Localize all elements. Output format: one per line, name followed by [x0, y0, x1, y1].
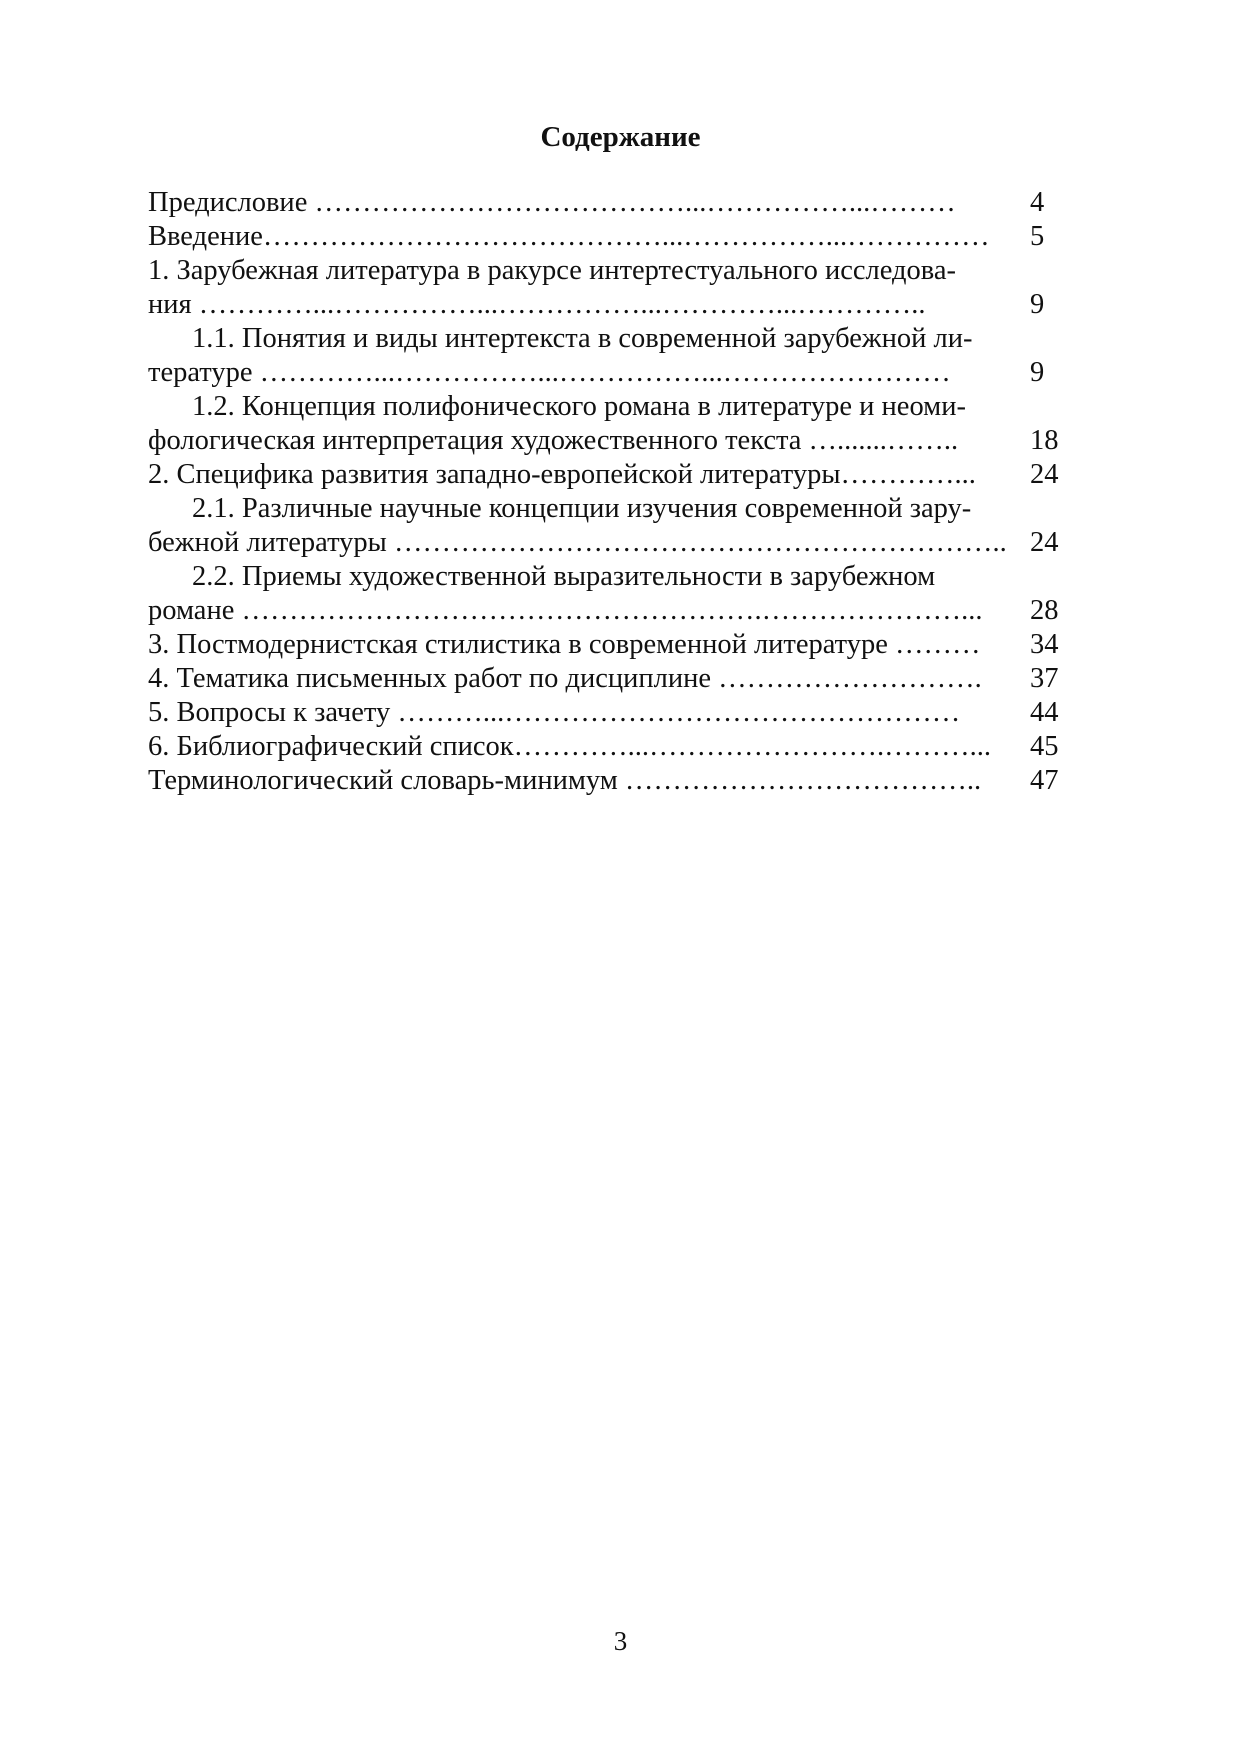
- toc-entry-title-line1: 1. Зарубежная литература в ракурсе интертестуального исследова-: [148, 255, 956, 286]
- toc-entry-title-line2: тературе …………...……………...……………...……………………: [148, 357, 951, 388]
- toc-entry-title: Предисловие …………………………………...……………...………: [148, 187, 956, 218]
- footer-page-number: 3: [613, 1626, 628, 1656]
- toc-entry-chapter-2[interactable]: [148, 458, 1068, 492]
- toc-entry-section-2-2[interactable]: [148, 560, 1068, 628]
- toc-entry-page: 9: [1030, 289, 1045, 320]
- page-title: Содержание: [540, 121, 701, 153]
- toc-entry-title: Терминологический словарь-минимум ………………………………..: [148, 765, 982, 796]
- toc-entry-page: 18: [1030, 425, 1059, 456]
- toc-entry-chapter-1[interactable]: [148, 254, 1068, 322]
- toc-entry-section-1-2[interactable]: [148, 390, 1068, 458]
- toc-entry-page: 9: [1030, 357, 1045, 388]
- toc-entry-page: 47: [1030, 765, 1059, 796]
- toc-entry-page: 44: [1030, 697, 1059, 728]
- toc-entry-title-line2: бежной литературы ………………………………………………………..: [148, 527, 1007, 558]
- toc-entry-title: [148, 390, 1008, 458]
- toc-entry-title: [148, 492, 1008, 560]
- toc-entry-chapter-6[interactable]: [148, 730, 1068, 764]
- toc-entry-title: [148, 322, 1008, 390]
- toc-entry-chapter-3[interactable]: [148, 628, 1068, 662]
- toc-entry-title: [148, 560, 1008, 628]
- toc-entry-title-line2: фологическая интерпретация художественного текста ….......……..: [148, 425, 959, 456]
- toc-entry-page: 28: [1030, 595, 1059, 626]
- toc-entry-page: 24: [1030, 459, 1059, 490]
- toc-entry-title-line1: 2.1. Различные научные концепции изучения современной зару-: [192, 493, 972, 524]
- toc-entry-chapter-5[interactable]: [148, 696, 1068, 730]
- toc-entry-page: 24: [1030, 527, 1059, 558]
- toc-entry-title: 5. Вопросы к зачету ………...…………………………………………: [148, 697, 961, 728]
- toc-entry-title-line2: ния …………...……………...……………...…………...…………..: [148, 289, 926, 320]
- toc-entry-title: 6. Библиографический список…………...…………………….………...: [148, 731, 992, 762]
- toc-entry-title: 4. Тематика письменных работ по дисциплине ……………………….: [148, 663, 982, 694]
- toc-entry-introduction[interactable]: [148, 220, 1068, 254]
- toc-entry-title: 3. Постмодернистская стилистика в современной литературе ………: [148, 629, 981, 660]
- toc-entry-section-2-1[interactable]: [148, 492, 1068, 560]
- toc-entry-page: 37: [1030, 663, 1059, 694]
- toc-entry-glossary[interactable]: [148, 764, 1068, 798]
- toc-entry-title-line1: 1.2. Концепция полифонического романа в литературе и неоми-: [192, 391, 966, 422]
- toc-entry-preface[interactable]: [148, 186, 1068, 220]
- toc-entry-title: [148, 254, 1008, 322]
- toc-entry-page: 45: [1030, 731, 1059, 762]
- toc-entry-section-1-1[interactable]: [148, 322, 1068, 390]
- toc-entry-chapter-4[interactable]: [148, 662, 1068, 696]
- table-of-contents: [148, 186, 1068, 798]
- toc-entry-title: Введение……………………………………...……………...……………: [148, 221, 990, 252]
- toc-entry-title-line1: 2.2. Приемы художественной выразительности в зарубежном: [192, 561, 936, 592]
- toc-entry-page: 5: [1030, 221, 1045, 252]
- toc-entry-title-line1: 1.1. Понятия и виды интертекста в современной зарубежной ли-: [192, 323, 973, 354]
- toc-entry-title: 2. Специфика развития западно-европейской литературы…………...: [148, 459, 976, 490]
- toc-entry-page: 4: [1030, 187, 1045, 218]
- toc-entry-title-line2: романе ……………………………………………….…………………...: [148, 595, 983, 626]
- toc-entry-page: 34: [1030, 629, 1059, 660]
